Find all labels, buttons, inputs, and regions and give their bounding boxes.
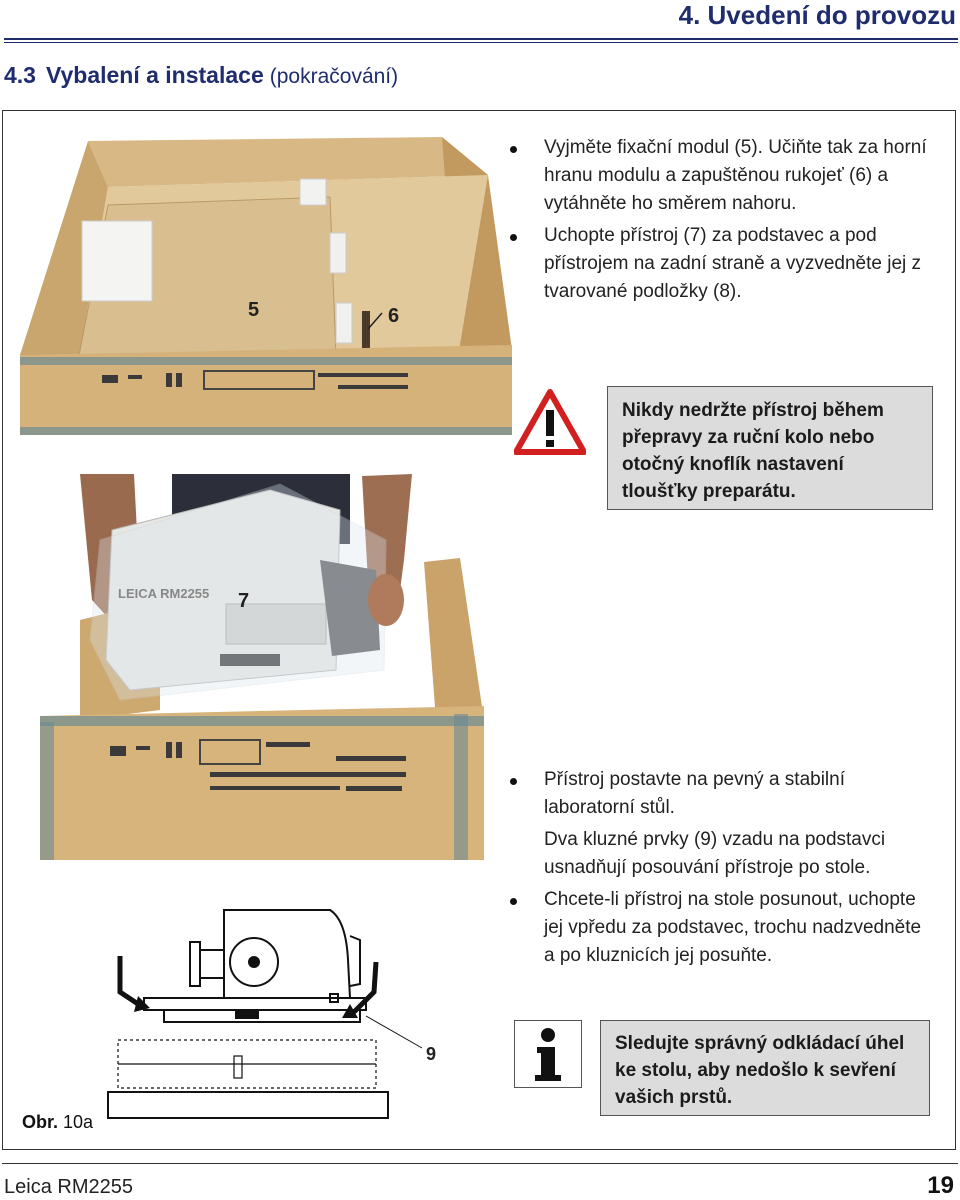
header-rule-thin — [4, 42, 958, 43]
callout-9: 9 — [426, 1044, 437, 1064]
info-notice — [600, 1020, 930, 1116]
header-rule — [4, 38, 958, 40]
page-number: 19 — [927, 1172, 954, 1199]
warning-text: Nikdy nedržte přístroj během přepravy za ruční kolo nebo otočný knoflík nastavení tloušťky preparátu. — [622, 400, 884, 502]
section-title-text: Vybalení a instalace — [45, 62, 264, 88]
info-icon — [514, 1020, 582, 1088]
list-item — [510, 766, 930, 822]
bullet-list-top — [510, 134, 930, 310]
warning-notice — [607, 386, 933, 510]
bullet-list-bottom — [510, 766, 930, 974]
bullet-dot — [510, 778, 517, 785]
callout-6: 6 — [388, 305, 400, 327]
figure-number: 10a — [63, 1112, 94, 1132]
section-title — [4, 62, 398, 89]
footer-rule — [2, 1163, 958, 1164]
list-item-text: Vyjměte fixační modul (5). Učiňte tak za horní hranu modulu a zapuštěnou rukojeť (6) a vytáhněte ho směrem nahoru. — [544, 137, 927, 214]
list-item — [510, 886, 930, 970]
warning-triangle-icon — [514, 388, 586, 456]
chapter-heading: 4. Uvedení do provozu — [678, 0, 956, 30]
photo-open-crate — [18, 135, 512, 435]
list-item-sub — [510, 826, 930, 882]
figure-prefix: Obr. — [22, 1112, 59, 1132]
instrument-brand-label: LEICA RM2255 — [118, 586, 210, 601]
footer-product: Leica RM2255 — [4, 1176, 133, 1198]
list-item — [510, 134, 930, 218]
photo-lifting-instrument — [40, 470, 484, 860]
bullet-dot — [510, 898, 517, 905]
section-number: 4.3 — [4, 62, 36, 88]
figure-label — [22, 1112, 93, 1133]
callout-5: 5 — [248, 299, 260, 321]
callout-7: 7 — [238, 590, 250, 612]
diagram-instrument-on-table — [104, 900, 444, 1122]
list-item-text: Chcete-li přístroj na stole posunout, uchopte jej vpředu za podstavec, trochu nadzvedněte a po kluznicích jej posuňte. — [544, 889, 922, 966]
section-continued: (pokračování) — [269, 65, 399, 88]
bullet-dot — [510, 234, 517, 241]
bullet-dot — [510, 146, 517, 153]
list-item-text: Dva kluzné prvky (9) vzadu na podstavci usnadňují posouvání přístroje po stole. — [544, 829, 886, 878]
list-item-text: Uchopte přístroj (7) za podstavec a pod přístrojem na zadní straně a vyzvedněte jej z tvarované podložky (8). — [544, 225, 922, 302]
list-item — [510, 222, 930, 306]
list-item-text: Přístroj postavte na pevný a stabilní laboratorní stůl. — [544, 769, 845, 818]
info-text: Sledujte správný odkládací úhel ke stolu, aby nedošlo k sevření vašich prstů. — [615, 1033, 905, 1108]
